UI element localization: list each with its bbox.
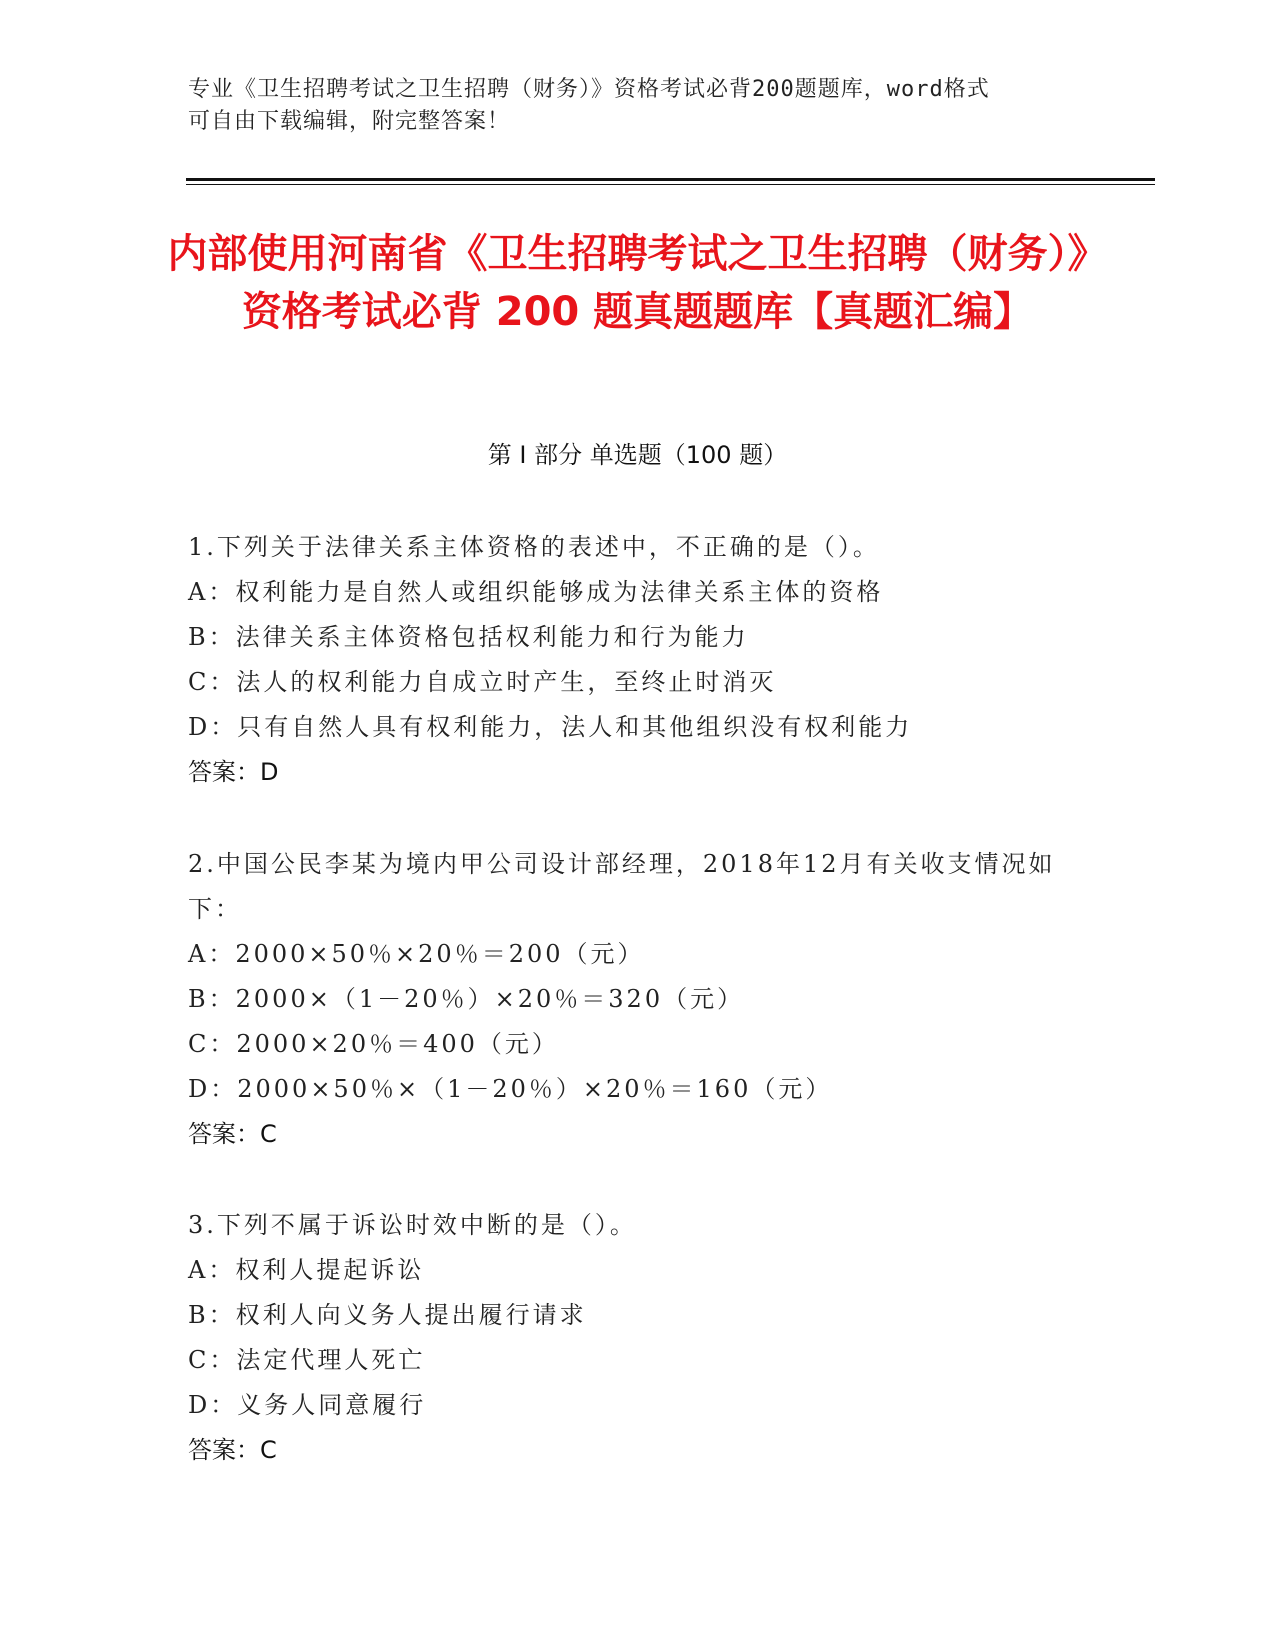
option-c: C：法定代理人死亡 — [188, 1346, 426, 1374]
answer-line: 答案：C — [188, 1436, 277, 1464]
answer-line: 答案：D — [188, 758, 279, 786]
option-d: D：只有自然人具有权利能力，法人和其他组织没有权利能力 — [188, 713, 913, 741]
question-block — [188, 842, 1088, 1157]
answer-line: 答案：C — [188, 1120, 277, 1148]
option-d: D：2000×50％×（1－20％）×20％＝160（元） — [188, 1075, 833, 1103]
option-a: A：权利能力是自然人或组织能够成为法律关系主体的资格 — [188, 578, 884, 606]
option-c: C：2000×20％＝400（元） — [188, 1030, 559, 1058]
question-block — [188, 525, 1088, 795]
option-b: B：2000×（1－20％）×20％＝320（元） — [188, 985, 745, 1013]
option-a: A：权利人提起诉讼 — [188, 1256, 425, 1284]
option-c: C：法人的权利能力自成立时产生，至终止时消灭 — [188, 668, 777, 696]
question-stem: 3.下列不属于诉讼时效中断的是（）。 — [188, 1211, 637, 1239]
intro-line-2: 可自由下载编辑，附完整答案！ — [188, 109, 511, 134]
header-divider-thin — [186, 184, 1155, 185]
option-b: B：法律关系主体资格包括权利能力和行为能力 — [188, 623, 749, 651]
question-stem: 2.中国公民李某为境内甲公司设计部经理，2018年12月有关收支情况如下： — [188, 850, 1056, 923]
intro-line-1: 专业《卫生招聘考试之卫生招聘（财务）》资格考试必背200题题库，word格式 — [188, 77, 990, 102]
option-b: B：权利人向义务人提出履行请求 — [188, 1301, 587, 1329]
document-title: 内部使用河南省《卫生招聘考试之卫生招聘（财务）》资格考试必背 200 题真题题库【真题汇编】 — [167, 231, 1108, 335]
question-block — [188, 1203, 1088, 1473]
section-heading: 第 I 部分 单选题（100 题） — [487, 441, 788, 469]
option-d: D：义务人同意履行 — [188, 1391, 427, 1419]
header-divider-thick — [186, 178, 1155, 181]
intro-text — [188, 74, 1068, 138]
question-stem: 1.下列关于法律关系主体资格的表述中，不正确的是（）。 — [188, 533, 880, 561]
option-a: A：2000×50％×20％＝200（元） — [188, 940, 645, 968]
